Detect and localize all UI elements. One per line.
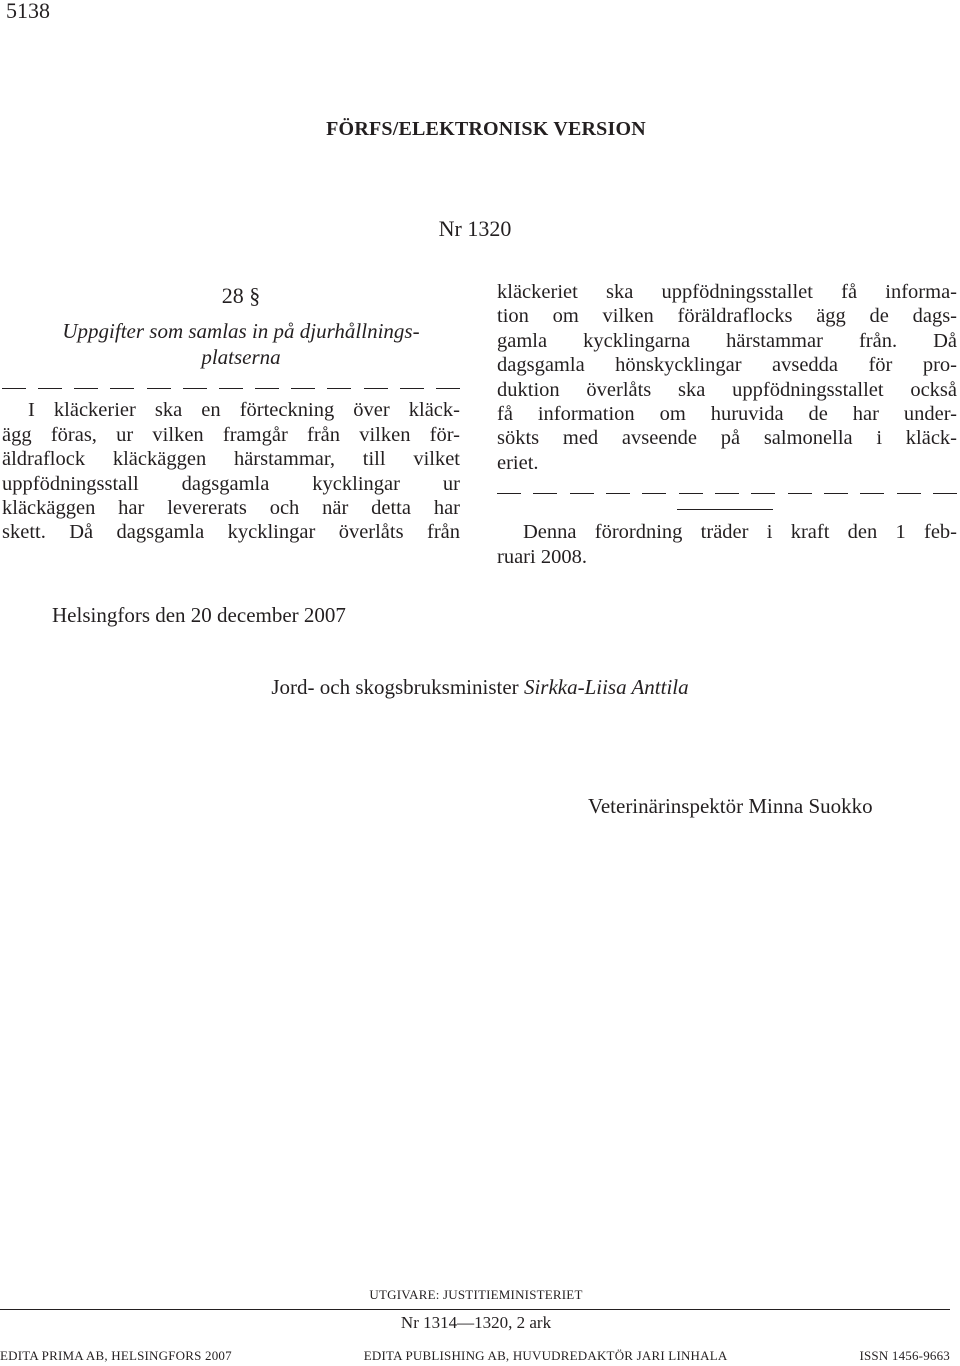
paragraph-line: få information om huruvida de har under- xyxy=(497,403,957,426)
paragraph-line: gamla kycklingarna härstammar från. Då xyxy=(497,329,957,352)
paragraph-line: tion om vilken föräldraflocks ägg de dags- xyxy=(497,305,957,328)
paragraph xyxy=(2,398,460,544)
place-date: Helsingfors den 20 december 2007 xyxy=(52,603,346,627)
footer-editor: EDITA PUBLISHING AB, HUVUDREDAKTÖR JARI LINHALA xyxy=(363,1348,728,1363)
footer-printer: EDITA PRIMA AB, HELSINGFORS 2007 xyxy=(0,1348,232,1363)
effective-paragraph xyxy=(497,520,957,569)
paragraph-line: I kläckerier ska en förteckning över kläck- xyxy=(28,399,460,422)
paragraph-line: duktion överlåts ska uppfödningsstallet också xyxy=(497,378,957,401)
paragraph-line: kläckäggen har levererats och när detta har xyxy=(2,497,460,520)
paragraph-line: äldraflock kläckäggen härstammar, till vilket xyxy=(2,448,460,471)
statute-number: Nr 1320 xyxy=(438,216,512,241)
section-heading: 28 § xyxy=(221,283,261,308)
paragraph-line: dagsgamla hönskycklingar avsedda för pro- xyxy=(497,354,957,377)
minister-title: Jord- och skogsbruksminister xyxy=(271,675,519,699)
dash-separator xyxy=(497,487,957,497)
left-column xyxy=(2,284,460,545)
section-title-line: Uppgifter som samlas in på djurhållnings- xyxy=(62,319,420,344)
footer-rule xyxy=(0,1309,950,1310)
footer-publisher: UTGIVARE: JUSTITIEMINISTERIET xyxy=(369,1287,583,1302)
paragraph-line: ruari 2008. xyxy=(497,545,587,568)
section-title xyxy=(22,318,460,370)
minister-name: Sirkka-Liisa Anttila xyxy=(523,675,689,699)
banner-title: FÖRFS/ELEKTRONISK VERSION xyxy=(326,118,646,140)
paragraph-line: eriet. xyxy=(497,451,539,474)
section-title-line: platserna xyxy=(201,345,281,370)
paragraph-line: skett. Då dagsgamla kycklingar överlåts från xyxy=(2,521,460,544)
paragraph-line: ägg föras, ur vilken framgår från vilken för- xyxy=(2,423,460,446)
short-rule xyxy=(677,509,773,510)
paragraph-line: kläckeriet ska uppfödningsstallet få informa- xyxy=(497,281,957,303)
paragraph-line: Denna förordning träder i kraft den 1 feb- xyxy=(523,521,957,544)
page-number: 5138 xyxy=(6,0,50,23)
paragraph-line: sökts med avseende på salmonella i kläck- xyxy=(497,427,957,450)
footer-numbers: Nr 1314—1320, 2 ark xyxy=(400,1313,552,1332)
dash-separator xyxy=(2,382,460,392)
footer-issn: ISSN 1456-9663 xyxy=(859,1348,950,1363)
minister-signature xyxy=(0,675,960,700)
paragraph xyxy=(497,280,957,475)
inspector-signature: Veterinärinspektör Minna Suokko xyxy=(588,794,873,818)
right-column xyxy=(497,280,957,569)
paragraph-line: uppfödningsstall dagsgamla kycklingar ur xyxy=(2,472,460,495)
footer-imprint xyxy=(0,1348,950,1364)
